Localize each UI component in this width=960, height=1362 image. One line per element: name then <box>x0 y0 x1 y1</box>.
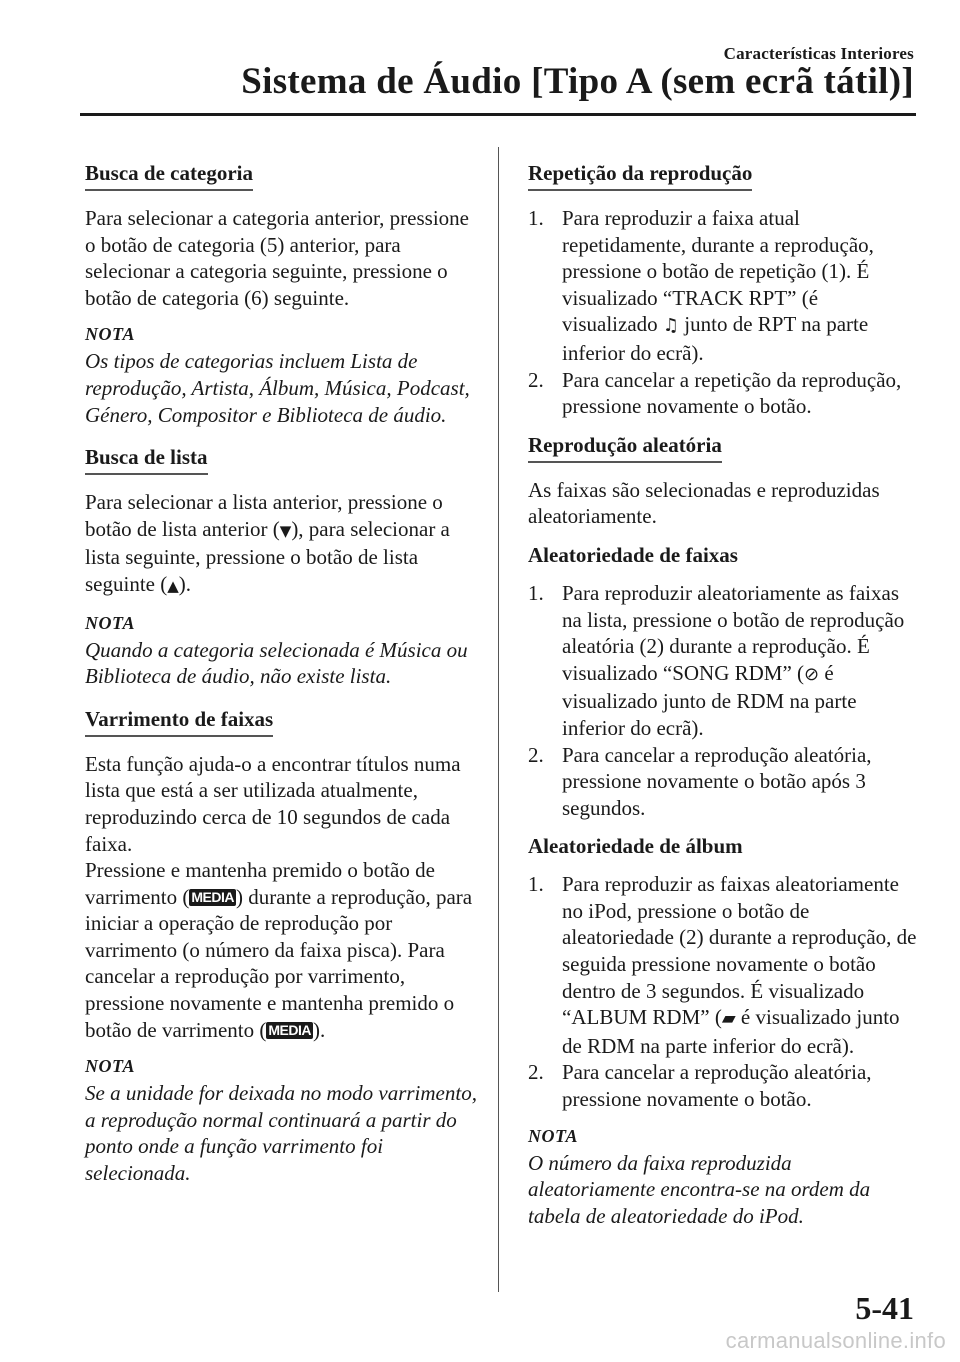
ordered-list <box>528 871 918 1112</box>
music-note-icon: ♫ <box>662 315 680 337</box>
list-text: Para cancelar a reprodução aleatória, pressione novamente o botão após 3 segundos. <box>562 742 872 820</box>
text-span: junto de RPT na parte inferior do ecrã). <box>562 312 869 365</box>
paragraph: Esta função ajuda-o a encontrar títulos numa lista que está a ser utilizada atualmente, reproduzindo cerca de 10 segundos de cada faixa. <box>85 751 461 856</box>
section-title-track-scan: Varrimento de faixas <box>85 706 273 737</box>
list-number: 1. <box>528 580 544 605</box>
ordered-list <box>528 580 918 821</box>
text-span: Para reproduzir as faixas aleatoriamente no iPod, pressione o botão de aleatoriedade (2) durante a reprodução, de seguida pressione novamente o botão dentro de 3 segundos. É visualizado “ALBUM RDM” ( <box>562 872 917 1030</box>
media-button-icon: MEDIA <box>191 888 234 905</box>
text-span: ) durante a reprodução, para iniciar a operação de reprodução por varrimento (o número da faixa pisca). Para cancelar a reprodução por varrimento, pressione novamente e mantenha premido o botão de varrimento ( <box>85 884 473 1042</box>
note-text: Quando a categoria selecionada é Música ou Biblioteca de áudio, não existe lista. <box>85 637 468 689</box>
text-span: é visualizado junto de RDM na parte inferior do ecrã). <box>562 1005 900 1058</box>
note-label: NOTA <box>85 612 136 633</box>
text-span: ). <box>312 1017 326 1042</box>
text-span: Para selecionar a lista anterior, pressione o botão de lista anterior ( <box>85 490 443 541</box>
text-span: ), para selecionar a lista seguinte, pressione o botão de lista seguinte ( <box>85 516 450 596</box>
subheading-album-random: Aleatoriedade de álbum <box>528 834 743 859</box>
list-text <box>562 205 918 367</box>
column-divider <box>498 147 499 1292</box>
left-column <box>85 160 477 1203</box>
list-item <box>528 367 918 420</box>
page-number: 5-41 <box>855 1290 914 1326</box>
chapter-label: Características Interiores <box>723 44 914 63</box>
list-number: 1. <box>528 206 544 230</box>
note-text: Os tipos de categorias incluem Lista de reprodução, Artista, Álbum, Música, Podcast, Género, Compositor e Biblioteca de áudio. <box>85 349 470 427</box>
list-item <box>528 871 918 1059</box>
list-item <box>528 205 918 367</box>
shuffle-disc-icon: ⊘ <box>804 663 820 685</box>
media-button-icon: MEDIA <box>268 1021 311 1038</box>
section-title-list-search: Busca de lista <box>85 444 208 475</box>
paragraph: As faixas são selecionadas e reproduzidas aleatoriamente. <box>528 477 880 529</box>
note-label: NOTA <box>85 1056 136 1077</box>
list-number: 1. <box>528 872 544 897</box>
note-text: O número da faixa reproduzida aleatoriamente encontra-se na ordem da tabela de aleatoriedade do iPod. <box>528 1150 871 1228</box>
triangle-down-icon: ▼ <box>279 521 292 540</box>
paragraph: Para selecionar a categoria anterior, pressione o botão de categoria (5) anterior, para selecionar a categoria seguinte, pressione o botão de categoria (6) seguinte. <box>85 206 469 310</box>
text-span: Para reproduzir aleatoriamente as faixas na lista, pressione o botão de reprodução aleatória (2) durante a reprodução. É visualizado “SONG RDM” ( <box>562 580 905 685</box>
right-column <box>528 160 918 1245</box>
triangle-up-icon: ▲ <box>167 576 179 595</box>
note-label: NOTA <box>85 324 136 345</box>
ordered-list <box>528 205 918 420</box>
subheading-track-random: Aleatoriedade de faixas <box>528 542 738 567</box>
section-title-category-search: Busca de categoria <box>85 160 253 191</box>
list-number: 2. <box>528 742 544 767</box>
note-label: NOTA <box>528 1125 579 1146</box>
text-span: Pressione e mantenha premido o botão de varrimento ( <box>85 858 435 909</box>
list-number: 2. <box>528 367 544 392</box>
section-title-random-playback: Reprodução aleatória <box>528 432 722 463</box>
text-span: ). <box>178 571 192 596</box>
footer-watermark: carmanualsonline.info <box>725 1328 946 1353</box>
list-item <box>528 580 918 742</box>
text-span: Para reproduzir a faixa atual repetidamente, durante a reprodução, pressione o botão de repetição (1). É visualizado “TRACK RPT” (é visualizado <box>562 206 874 337</box>
text-span: é visualizado junto de RDM na parte inferior do ecrã). <box>562 660 857 740</box>
section-title-repeat-playback: Repetição da reprodução <box>528 160 752 191</box>
list-text <box>562 871 918 1059</box>
page-title: Sistema de Áudio [Tipo A (sem ecrã tátil)] <box>241 61 914 102</box>
folder-icon: ▰ <box>721 1008 736 1030</box>
list-text: Para cancelar a reprodução aleatória, pressione novamente o botão. <box>562 1060 872 1112</box>
list-number: 2. <box>528 1060 544 1085</box>
list-text: Para cancelar a repetição da reprodução, pressione novamente o botão. <box>562 367 902 419</box>
list-item <box>528 742 918 822</box>
header-rule <box>80 113 916 116</box>
list-item <box>528 1059 918 1112</box>
note-text: Se a unidade for deixada no modo varrimento, a reprodução normal continuará a partir do ponto onde a função varrimento foi selecionada. <box>85 1081 477 1186</box>
list-text <box>562 580 918 742</box>
paragraph <box>85 489 477 599</box>
paragraph <box>85 857 477 1043</box>
